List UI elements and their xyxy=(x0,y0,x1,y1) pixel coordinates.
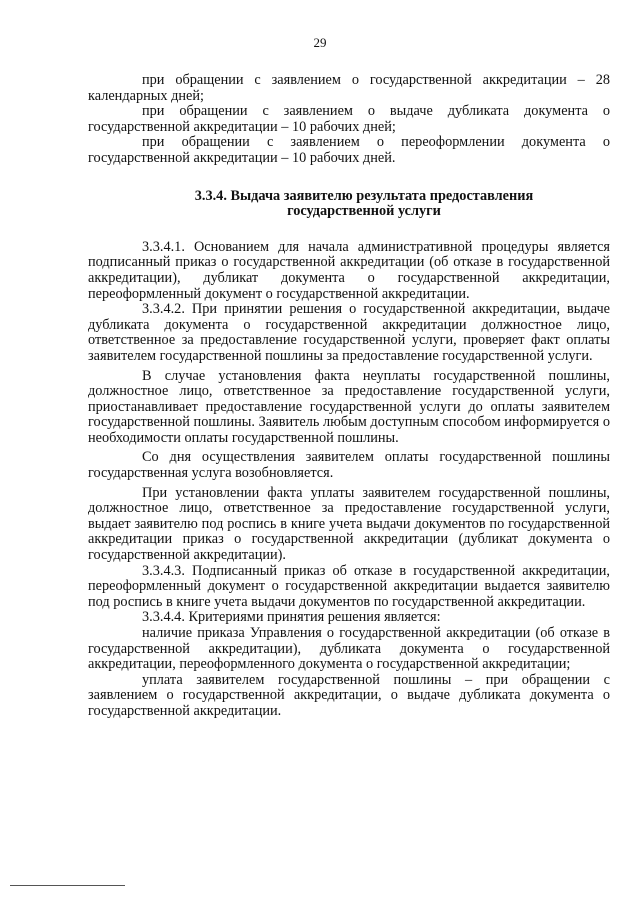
document-body xyxy=(88,73,610,720)
paragraph-3-3-4-1: 3.3.4.1. Основанием для начала административной процедуры является подписанный приказ о государственной аккредитации (об отказе в государственной аккредитации), дубликат документа о государственной аккредитации, переоформленный документ о государственной аккредитации. xyxy=(88,238,610,302)
paragraph-3-3-4-3: 3.3.4.3. Подписанный приказ об отказе в государственной аккредитации, переоформленный документ о государственной аккредитации выдается заявителю под роспись в книге учета выдачи документов по государственной аккредитации. xyxy=(88,562,610,610)
paragraph-resume: Со дня осуществления заявителем оплаты государственной пошлины государственная услуга возобновляется. xyxy=(88,449,610,482)
paragraph-term-accreditation: при обращении с заявлением о государственной аккредитации – 28 календарных дней; xyxy=(88,72,610,104)
footnote-divider xyxy=(10,885,125,886)
paragraph-payment-confirmed: При установлении факта уплаты заявителем государственной пошлины, должностное лицо, ответственное за предоставление государственной услуги, выдает заявителю под роспись в книге учета выдачи документов по государственной аккредитации приказ о государственной аккредитации (дубликат документа о государственной аккредитации). xyxy=(88,484,610,564)
page-number: 29 xyxy=(313,35,327,50)
paragraph-3-3-4-4: 3.3.4.4. Критериями принятия решения является: xyxy=(142,609,441,626)
paragraph-3-3-4-2: 3.3.4.2. При принятии решения о государственной аккредитации, выдаче дубликата документа о государственной аккредитации должностное лицо, ответственное за предоставление государственной услуги, проверяет факт оплаты заявителем государственной пошлины за предоставление государственной услуги. xyxy=(88,301,610,364)
paragraph-term-duplicate: при обращении с заявлением о выдаче дубликата документа о государственной аккредитации – 10 рабочих дней; xyxy=(88,103,610,135)
paragraph-criterion-order: наличие приказа Управления о государственной аккредитации (об отказе в государственной аккредитации), дубликата документа о государственной аккредитации, переоформленного документа о государственной аккредитации; xyxy=(88,625,610,673)
paragraph-criterion-fee: уплата заявителем государственной пошлины – при обращении с заявлением о государственной аккредитации, о выдаче дубликата документа о государственной аккредитации. xyxy=(88,671,610,719)
section-heading: 3.3.4. Выдача заявителю результата предоставления государственной услуги xyxy=(194,187,534,220)
paragraph-term-reissue: при обращении с заявлением о переоформлении документа о государственной аккредитации – 10 рабочих дней. xyxy=(88,134,610,166)
paragraph-nonpayment: В случае установления факта неуплаты государственной пошлины, должностное лицо, ответственное за предоставление государственной услуги, приостанавливает предоставление государственной услуги до оплаты заявителем государственной пошлины. Заявитель любым доступным способом информируется о необходимости оплаты государственной пошлины. xyxy=(88,367,610,446)
